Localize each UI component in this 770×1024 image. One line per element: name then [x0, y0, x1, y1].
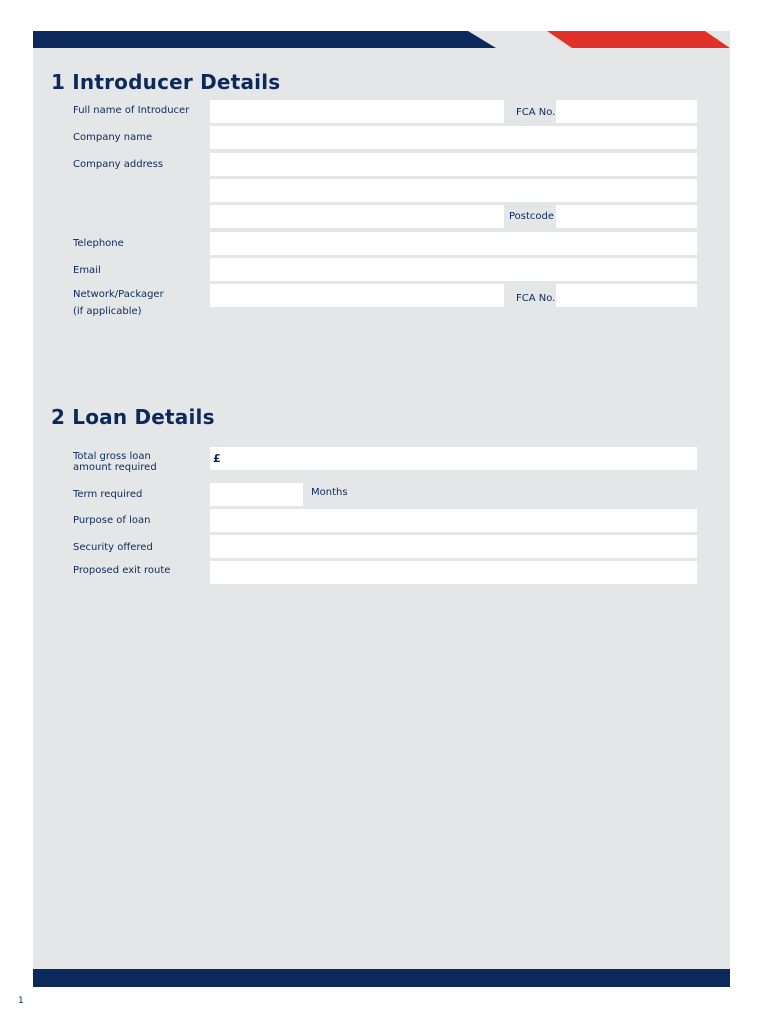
header-band-navy: [33, 31, 496, 48]
company-address-line1-field[interactable]: [210, 153, 697, 176]
header-band-red: [547, 31, 730, 48]
postcode-field[interactable]: [556, 205, 697, 228]
introducer-fca-field[interactable]: [556, 100, 697, 123]
loan-amount-label-line1: Total gross loan: [73, 451, 151, 462]
term-required-label: Term required: [73, 489, 143, 500]
full-name-label: Full name of Introducer: [73, 105, 190, 116]
company-address-line3-field[interactable]: [210, 205, 504, 228]
if-applicable-label: (if applicable): [73, 306, 142, 317]
full-name-field[interactable]: [210, 100, 504, 123]
introducer-fca-label: FCA No.: [516, 107, 556, 118]
term-required-field[interactable]: [210, 483, 303, 506]
telephone-field[interactable]: [210, 232, 697, 255]
company-address-line2-field[interactable]: [210, 179, 697, 202]
network-packager-field[interactable]: [210, 284, 504, 307]
security-offered-label: Security offered: [73, 542, 153, 553]
exit-route-field[interactable]: [210, 561, 697, 584]
header-band: [33, 31, 730, 48]
section-introducer-title: 1 Introducer Details: [51, 70, 281, 94]
postcode-label: Postcode: [509, 211, 555, 222]
loan-amount-field[interactable]: [210, 447, 697, 470]
footer-bar: [33, 969, 730, 987]
security-offered-field[interactable]: [210, 535, 697, 558]
exit-route-label: Proposed exit route: [73, 565, 171, 576]
telephone-label: Telephone: [73, 238, 124, 249]
purpose-of-loan-field[interactable]: [210, 509, 697, 532]
network-fca-label: FCA No.: [516, 293, 556, 304]
months-label: Months: [311, 487, 348, 498]
email-field[interactable]: [210, 258, 697, 281]
loan-amount-label-line2: amount required: [73, 462, 157, 473]
network-fca-field[interactable]: [556, 284, 697, 307]
purpose-of-loan-label: Purpose of loan: [73, 515, 151, 526]
company-name-label: Company name: [73, 132, 153, 143]
company-name-field[interactable]: [210, 126, 697, 149]
email-label: Email: [73, 265, 101, 276]
company-address-label: Company address: [73, 159, 164, 170]
currency-symbol: £: [213, 452, 221, 465]
section-loan-title: 2 Loan Details: [51, 405, 215, 429]
network-packager-label: Network/Packager: [73, 289, 164, 300]
form-panel: [33, 31, 730, 987]
page-number: 1: [18, 996, 24, 1006]
